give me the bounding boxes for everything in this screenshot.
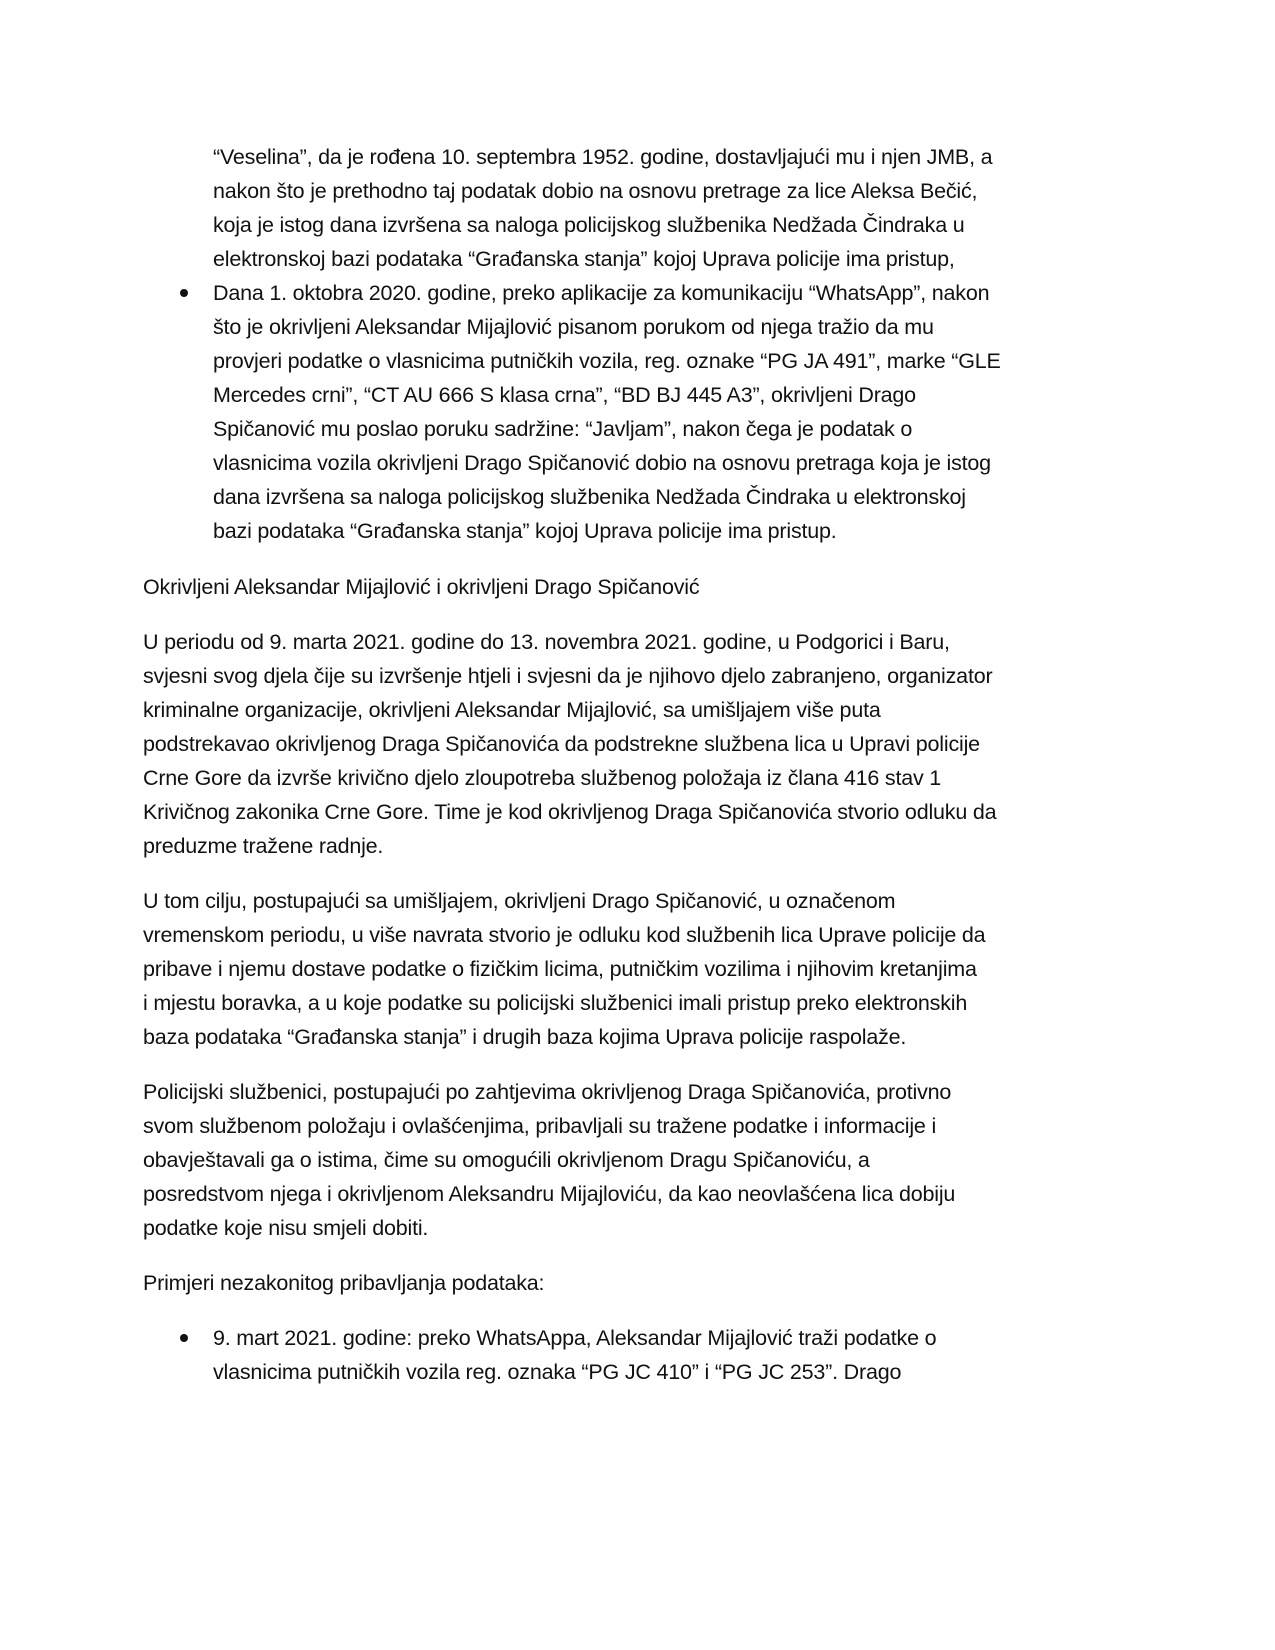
text-line: podatke koje nisu smjeli dobiti.: [143, 1216, 429, 1240]
document-page: [143, 140, 1073, 1389]
text-line: kriminalne organizacije, okrivljeni Aleksandar Mijajlović, sa umišljajem više puta: [143, 698, 881, 722]
examples-heading: Primjeri nezakonitog pribavljanja podataka:: [143, 1271, 545, 1295]
text-line: U tom cilju, postupajući sa umišljajem, okrivljeni Drago Spičanović, u označenom: [143, 889, 896, 913]
text-line: vlasnicima putničkih vozila reg. oznaka “PG JC 410” i “PG JC 253”. Drago: [213, 1360, 902, 1384]
text-line: bazi podataka “Građanska stanja” kojoj Uprava policije ima pristup.: [213, 519, 837, 543]
text-line: dana izvršena sa naloga policijskog službenika Nedžada Čindraka u elektronskoj: [213, 485, 966, 509]
text-line: 9. mart 2021. godine: preko WhatsAppa, Aleksandar Mijajlović traži podatke o: [213, 1326, 937, 1350]
text-line: nakon što je prethodno taj podatak dobio na osnovu pretrage za lice Aleksa Bečić,: [213, 179, 978, 203]
text-line: svjesni svog djela čije su izvršenje htjeli i svjesni da je njihovo djelo zabranjeno, organizator: [143, 664, 993, 688]
paragraph: [143, 884, 1073, 1054]
list-item: [143, 276, 1073, 548]
text-line: Spičanović mu poslao poruku sadržine: “Javljam”, nakon čega je podatak o: [213, 417, 913, 441]
text-line: što je okrivljeni Aleksandar Mijajlović pisanom porukom od njega tražio da mu: [213, 315, 934, 339]
text-line: i mjestu boravka, a u koje podatke su policijski službenici imali pristup preko elektronskih: [143, 991, 968, 1015]
paragraph: [143, 625, 1073, 863]
text-line: preduzme tražene radnje.: [143, 834, 384, 858]
text-line: Dana 1. oktobra 2020. godine, preko aplikacije za komunikaciju “WhatsApp”, nakon: [213, 281, 990, 305]
text-line: baza podataka “Građanska stanja” i drugih baza kojima Uprava policije raspolaže.: [143, 1025, 907, 1049]
text-line: podstrekavao okrivljenog Draga Spičanovića da podstrekne službena lica u Upravi policije: [143, 732, 980, 756]
paragraph: [143, 1075, 1073, 1245]
text-line: Policijski službenici, postupajući po zahtjevima okrivljenog Draga Spičanovića, protivno: [143, 1080, 952, 1104]
text-line: provjeri podatke o vlasnicima putničkih vozila, reg. oznake “PG JA 491”, marke “GLE: [213, 349, 1001, 373]
text-line: Crne Gore da izvrše krivično djelo zloupotreba službenog položaja iz člana 416 stav 1: [143, 766, 942, 790]
text-line: obavještavali ga o istima, čime su omogućili okrivljenom Dragu Spičanoviću, a: [143, 1148, 870, 1172]
text-line: posredstvom njega i okrivljenom Aleksandru Mijajloviću, da kao neovlašćena lica dobiju: [143, 1182, 956, 1206]
text-line: vremenskom periodu, u više navrata stvorio je odluku kod službenih lica Uprave policije da: [143, 923, 986, 947]
bullet-icon: [180, 289, 188, 297]
text-line: vlasnicima vozila okrivljeni Drago Spičanović dobio na osnovu pretraga koja je istog: [213, 451, 991, 475]
text-line: svom službenom položaju i ovlašćenjima, pribavljali su tražene podatke i informacije i: [143, 1114, 937, 1138]
text-line: pribave i njemu dostave podatke o fizičkim licima, putničkim vozilima i njihovim kretanjima: [143, 957, 977, 981]
text-line: elektronskoj bazi podataka “Građanska stanja” kojoj Uprava policije ima pristup,: [213, 247, 955, 271]
text-line: “Veselina”, da je rođena 10. septembra 1952. godine, dostavljajući mu i njen JMB, a: [213, 145, 993, 169]
text-line: Krivičnog zakonika Crne Gore. Time je kod okrivljenog Draga Spičanovića stvorio odluku da: [143, 800, 997, 824]
list-item: [143, 1321, 1073, 1389]
bullet-icon: [180, 1334, 188, 1342]
text-line: Mercedes crni”, “CT AU 666 S klasa crna”, “BD BJ 445 A3”, okrivljeni Drago: [213, 383, 916, 407]
text-line: koja je istog dana izvršena sa naloga policijskog službenika Nedžada Čindraka u: [213, 213, 965, 237]
list-item-continued: [143, 140, 1073, 276]
section-heading: Okrivljeni Aleksandar Mijajlović i okrivljeni Drago Spičanović: [143, 575, 700, 599]
text-line: U periodu od 9. marta 2021. godine do 13. novembra 2021. godine, u Podgorici i Baru,: [143, 630, 950, 654]
